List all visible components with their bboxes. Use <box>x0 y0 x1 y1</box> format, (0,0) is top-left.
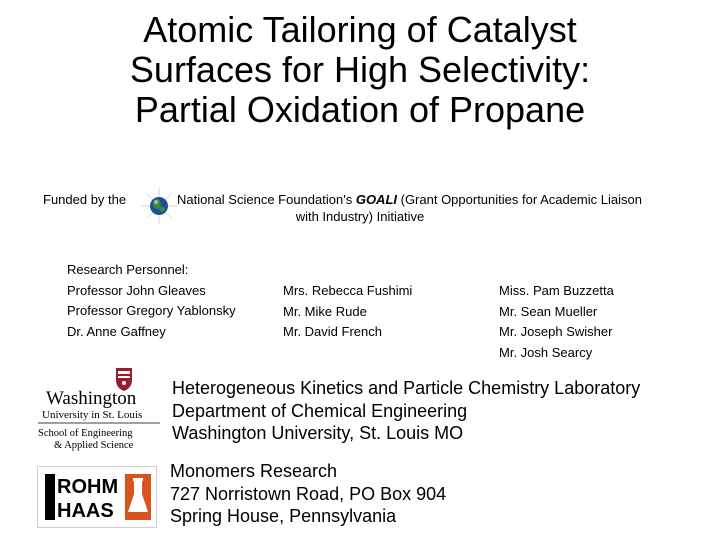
lab-address <box>172 377 640 445</box>
personnel-column-2 <box>283 281 412 343</box>
slide-title <box>40 10 680 130</box>
funding-line-2: with Industry) Initiative <box>295 209 425 224</box>
rh-city: Spring House, Pennsylvania <box>170 506 397 526</box>
personnel-heading: Research Personnel: <box>67 262 189 277</box>
personnel-name: Professor Gregory Yablonsky <box>67 303 236 318</box>
personnel-name: Dr. Anne Gaffney <box>67 323 166 339</box>
title-line-1: Atomic Tailoring of Catalyst <box>143 9 577 50</box>
washington-university-logo <box>36 366 162 454</box>
goali-label: GOALI <box>355 192 397 207</box>
svg-text:HAAS: HAAS <box>57 500 114 522</box>
personnel-name: Mr. Joseph Swisher <box>499 324 613 339</box>
lab-name: Heterogeneous Kinetics and Particle Chemistry Laboratory <box>172 378 641 398</box>
funding-statement <box>0 186 720 234</box>
rh-division: Monomers Research <box>170 461 338 481</box>
title-line-3: Partial Oxidation of Propane <box>134 89 586 130</box>
svg-text:& Applied Science: & Applied Science <box>54 440 134 451</box>
svg-text:Washington: Washington <box>46 388 137 409</box>
rohm-haas-address <box>170 460 446 528</box>
rh-street: 727 Norristown Road, PO Box 904 <box>170 483 447 504</box>
svg-text:ROHM: ROHM <box>57 476 119 498</box>
title-line-2: Surfaces for High Selectivity: <box>129 49 591 90</box>
personnel-name: Mr. Josh Searcy <box>499 344 593 360</box>
personnel-name: Mrs. Rebecca Fushimi <box>283 283 413 298</box>
svg-text:University in St. Louis: University in St. Louis <box>42 409 143 421</box>
department-name: Department of Chemical Engineering <box>172 400 468 421</box>
personnel-name: Mr. Sean Mueller <box>499 303 598 319</box>
funding-prefix: Funded by the <box>43 192 127 207</box>
personnel-column-1 <box>67 260 236 342</box>
personnel-name: Mr. Mike Rude <box>283 303 367 319</box>
svg-text:School of Engineering: School of Engineering <box>38 428 133 439</box>
personnel-name: Professor John Gleaves <box>67 282 206 298</box>
rohm-and-haas-logo <box>37 466 157 528</box>
personnel-column-3 <box>499 281 614 363</box>
university-name: Washington University, St. Louis MO <box>172 423 464 443</box>
personnel-name: Miss. Pam Buzzetta <box>499 283 614 298</box>
personnel-name: Mr. David French <box>283 324 382 339</box>
funding-line-1: National Science Foundation's GOALI (Grant Opportunities for Academic Liaison <box>177 192 642 207</box>
